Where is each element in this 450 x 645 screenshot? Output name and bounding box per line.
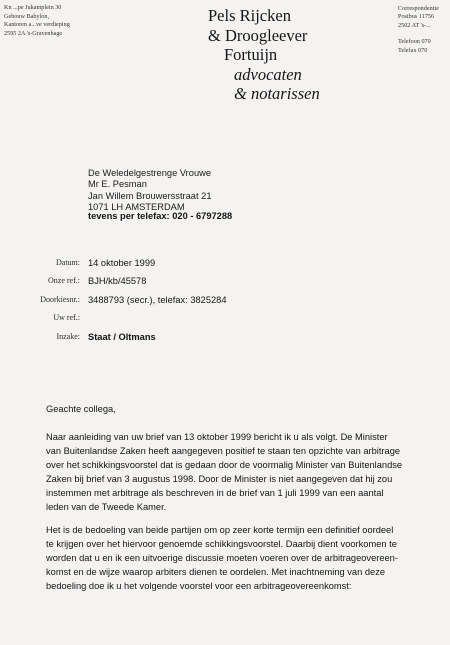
firm-name-line: Fortuijn xyxy=(224,45,278,64)
firm-profession-line: & notarissen xyxy=(234,84,320,103)
reference-row xyxy=(0,276,450,294)
reference-label: Uw ref.: xyxy=(53,313,80,323)
recipient-line: Jan Willem Brouwersstraat 21 xyxy=(88,190,212,201)
paragraph-line: Zaken bij brief van 3 augustus 1998. Door de Minister is niet aangegeven dat hij zou xyxy=(46,474,393,484)
paragraph-line: over het schikkingsvoorstel dat is gedaan door de voormalig Minister van Buitenlandse xyxy=(46,460,403,470)
office-address-line: Kn ...pe Jukamplein 30 xyxy=(4,4,62,11)
paragraph-line: Het is de bedoeling van beide partijen om op zeer korte termijn een definitief oordeel xyxy=(46,525,394,535)
body-paragraph xyxy=(46,523,436,593)
firm-name-line: Pels Rijcken xyxy=(208,6,291,25)
reference-value: BJH/kb/45578 xyxy=(88,276,147,287)
office-address-line: Gebouw Babylon, xyxy=(4,12,50,20)
firm-name-line: & Droogleever xyxy=(208,25,308,45)
reference-value: 14 oktober 1999 xyxy=(88,258,156,268)
paragraph-line: van Buitenlandse Zaken heeft aangegeven positief te staan ten opzichte van arbitrage xyxy=(46,446,401,456)
reference-row xyxy=(0,332,450,350)
reference-label: Doorkiesnr.: xyxy=(40,294,80,304)
recipient-line: Mr E. Pesman xyxy=(88,179,147,190)
paragraph-line: te krijgen over het hiervoor genoemde schikkingsvoorstel. Daarbij dient voorkomen te xyxy=(46,539,397,549)
correspondence-line: Telefax 070 xyxy=(398,46,428,54)
reference-row xyxy=(0,313,450,331)
reference-block xyxy=(0,258,450,350)
office-address-line: Kantoren a...ve verdieping xyxy=(4,21,70,29)
firm-profession-line: advocaten xyxy=(234,64,302,84)
reference-label: Onze ref.: xyxy=(48,276,80,286)
recipient-line: 1071 LH AMSTERDAM xyxy=(88,201,185,212)
correspondence-line: Correspondentie xyxy=(398,5,439,12)
paragraph-line: worden dat u en ik een uitvoerige discussie moeten voeren over de arbitrageovereen- xyxy=(46,553,398,563)
reference-label: Inzake: xyxy=(56,331,80,341)
paragraph-line: bedoeling doe ik u het volgende voorstel voor een arbitrageovereenkomst: xyxy=(46,581,352,591)
reference-row xyxy=(0,258,450,276)
fax-notice: tevens per telefax: 020 - 6797288 xyxy=(88,211,233,221)
salutation: Geachte collega, xyxy=(46,404,116,414)
firm-logo xyxy=(208,6,358,104)
reference-value: Staat / Oltmans xyxy=(88,331,156,342)
recipient-line: De Weledelgestrenge Vrouwe xyxy=(88,168,211,178)
paragraph-line: instemmen met arbitrage als beschreven in de brief van 1 juli 1999 van een aantal xyxy=(46,488,384,498)
paragraph-line: komst en de wijze waarop arbiters dienen te oordelen. Met inachtneming van deze xyxy=(46,567,386,577)
paragraph-line: leden van de Tweede Kamer. xyxy=(46,502,167,512)
correspondence-address xyxy=(398,5,450,55)
correspondence-line: Postbus 11756 xyxy=(398,13,435,21)
correspondence-line: 2502 AT 's-... xyxy=(398,21,431,29)
paragraph-line: Naar aanleiding van uw brief van 13 oktober 1999 bericht ik u als volgt. De Minister xyxy=(46,432,388,442)
reference-row xyxy=(0,295,450,313)
body-paragraph xyxy=(46,430,436,514)
correspondence-line: Telefoon 070 xyxy=(398,38,431,46)
reference-value: 3488793 (secr.), telefax: 3825284 xyxy=(88,294,227,305)
office-address-line: 2595 2A 's-Gravenhage xyxy=(4,29,63,37)
recipient-address xyxy=(88,168,211,213)
reference-label: Datum: xyxy=(56,258,80,267)
spacer xyxy=(398,30,450,38)
office-address xyxy=(4,4,100,38)
